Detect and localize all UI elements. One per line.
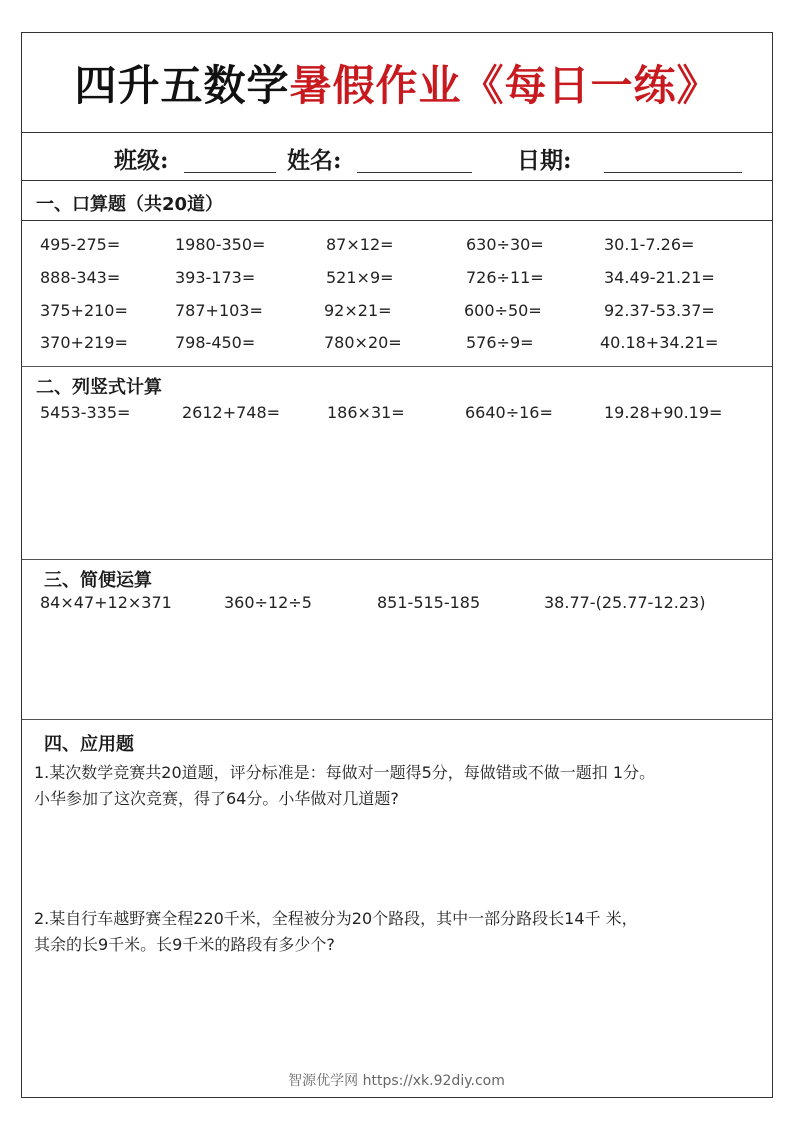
problem-line: 小华参加了这次竞赛，得了64分。小华做对几道题? — [34, 789, 399, 808]
oral-item: 92×21= — [324, 301, 392, 320]
oral-item: 30.1-7.26= — [604, 235, 695, 254]
simplified-calculation-section — [22, 560, 772, 720]
oral-item: 726÷11= — [466, 268, 544, 287]
oral-item: 888-343= — [40, 268, 121, 287]
simplified-calc-item: 360÷12÷5 — [224, 593, 312, 612]
oral-item: 521×9= — [326, 268, 394, 287]
vertical-calc-item: 19.28+90.19= — [604, 403, 723, 422]
oral-item: 370+219= — [40, 333, 128, 352]
problem-line: 2.某自行车越野赛全程220千米，全程被分为20个路段，其中一部分路段长14千 米， — [34, 909, 638, 928]
oral-item: 780×20= — [324, 333, 402, 352]
name-blank-line — [357, 172, 472, 173]
vertical-calc-item: 5453-335= — [40, 403, 131, 422]
oral-item: 600÷50= — [464, 301, 542, 320]
oral-item: 1980-350= — [175, 235, 266, 254]
vertical-calc-item: 6640÷16= — [465, 403, 553, 422]
class-blank-line — [184, 172, 276, 173]
problem-line: 其余的长9千米。长9千米的路段有多少个? — [34, 935, 335, 954]
word-problems-section — [22, 720, 772, 1097]
vertical-calculation-section — [22, 367, 772, 560]
oral-calculation-section — [22, 180, 772, 367]
date-blank-line — [604, 172, 742, 173]
date-label: 日期: — [517, 147, 572, 174]
word-problem — [34, 906, 774, 958]
title-red-part: 暑假作业《每日一练》 — [289, 60, 720, 110]
word-problem — [34, 760, 774, 812]
section-heading: 一、口算题（共20道） — [36, 194, 224, 215]
title-black-part: 四升五数学 — [74, 60, 290, 110]
oral-item: 92.37-53.37= — [604, 301, 715, 320]
section-heading-divider — [22, 220, 772, 221]
section-heading: 三、简便运算 — [44, 570, 152, 591]
page-title — [22, 33, 772, 133]
footer-watermark: 智源优学网 https://xk.92diy.com — [288, 1073, 505, 1089]
simplified-calc-item: 38.77-(25.77-12.23) — [544, 593, 706, 612]
student-info-row — [22, 132, 772, 181]
vertical-calc-item: 186×31= — [327, 403, 405, 422]
oral-item: 393-173= — [175, 268, 256, 287]
simplified-calc-item: 851-515-185 — [377, 593, 481, 612]
oral-item: 798-450= — [175, 333, 256, 352]
oral-item: 34.49-21.21= — [604, 268, 715, 287]
problem-line: 1.某次数学竞赛共20道题，评分标准是：每做对一题得5分，每做错或不做一题扣 1分。 — [34, 763, 656, 782]
section-heading: 四、应用题 — [44, 734, 134, 755]
oral-item: 576÷9= — [466, 333, 534, 352]
vertical-calc-item: 2612+748= — [182, 403, 281, 422]
section-heading: 二、列竖式计算 — [36, 377, 162, 398]
oral-item: 375+210= — [40, 301, 128, 320]
oral-item: 40.18+34.21= — [600, 333, 719, 352]
simplified-calc-item: 84×47+12×371 — [40, 593, 172, 612]
oral-item: 87×12= — [326, 235, 394, 254]
oral-item: 495-275= — [40, 235, 121, 254]
oral-item: 630÷30= — [466, 235, 544, 254]
oral-item: 787+103= — [175, 301, 263, 320]
name-label: 姓名: — [287, 147, 342, 174]
worksheet — [21, 32, 773, 1098]
class-label: 班级: — [114, 147, 169, 174]
